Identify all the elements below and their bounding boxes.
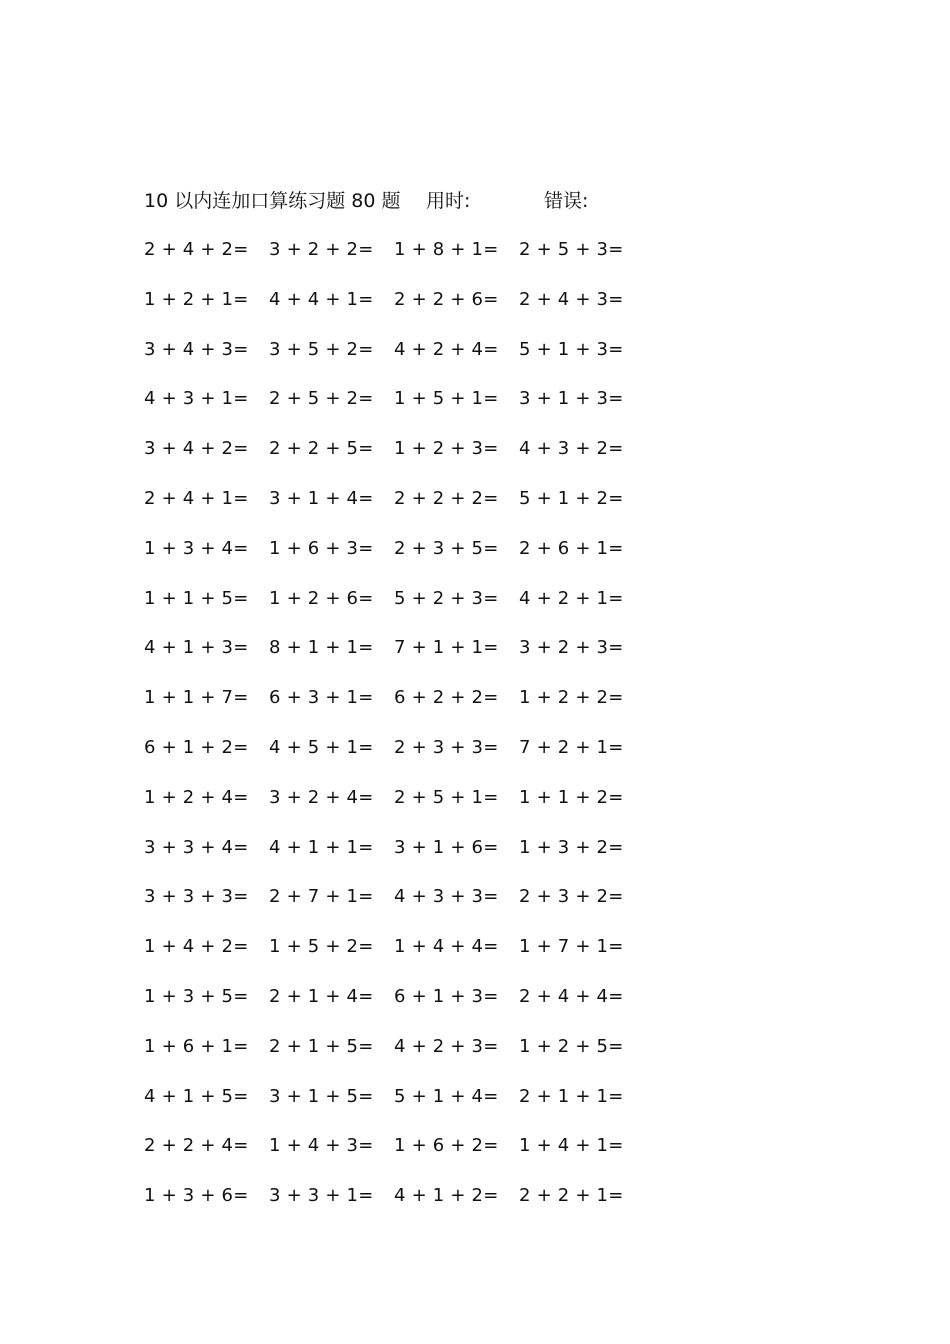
math-problem: 4 + 1 + 2= [394,1185,499,1207]
math-problem: 2 + 5 + 2= [269,388,374,410]
math-problem: 2 + 3 + 2= [519,886,624,908]
math-problem: 1 + 5 + 2= [269,936,374,958]
math-problem: 2 + 2 + 2= [394,487,499,509]
math-problem: 3 + 1 + 3= [519,388,624,410]
math-problem: 5 + 1 + 3= [519,338,624,360]
math-problem: 5 + 2 + 3= [394,587,499,609]
problem-row [144,1083,644,1133]
problem-row [144,784,644,834]
math-problem: 2 + 6 + 1= [519,537,624,559]
worksheet-title: 10 以内连加口算练习题 80 题 [144,190,401,212]
math-problem: 6 + 2 + 2= [394,687,499,709]
time-used-label: 用时: [426,190,471,212]
math-problem: 1 + 1 + 5= [144,587,249,609]
math-problem: 2 + 7 + 1= [269,886,374,908]
math-problem: 4 + 2 + 3= [394,1035,499,1057]
problem-row [144,983,644,1033]
math-problem: 1 + 3 + 5= [144,985,249,1007]
problem-row [144,385,644,435]
problem-row [144,734,644,784]
math-problem: 4 + 2 + 4= [394,338,499,360]
math-problem: 1 + 3 + 2= [519,836,624,858]
problem-row [144,336,644,386]
math-problem: 5 + 1 + 2= [519,487,624,509]
problem-row [144,684,644,734]
math-problem: 4 + 1 + 1= [269,836,374,858]
math-problem: 2 + 1 + 1= [519,1085,624,1107]
math-problem: 2 + 1 + 5= [269,1035,374,1057]
math-problem: 3 + 5 + 2= [269,338,374,360]
math-problem: 3 + 3 + 1= [269,1185,374,1207]
math-problem: 2 + 5 + 1= [394,786,499,808]
math-problem: 2 + 4 + 4= [519,985,624,1007]
problem-row [144,834,644,884]
math-problem: 1 + 6 + 1= [144,1035,249,1057]
problem-row [144,435,644,485]
math-problem: 2 + 5 + 3= [519,239,624,260]
math-problem: 1 + 3 + 6= [144,1185,249,1207]
math-problem: 2 + 4 + 2= [144,239,249,260]
math-problem: 2 + 2 + 5= [269,438,374,460]
math-problem: 6 + 1 + 2= [144,736,249,758]
math-problem: 2 + 3 + 3= [394,736,499,758]
math-problem: 2 + 2 + 1= [519,1185,624,1207]
math-problem: 4 + 3 + 1= [144,388,249,410]
math-problem: 1 + 3 + 4= [144,537,249,559]
math-problem: 4 + 4 + 1= [269,288,374,310]
math-problem: 2 + 2 + 4= [144,1135,249,1157]
problem-grid [144,236,644,1232]
math-problem: 7 + 2 + 1= [519,736,624,758]
math-problem: 1 + 1 + 7= [144,687,249,709]
math-problem: 3 + 1 + 4= [269,487,374,509]
math-problem: 3 + 4 + 2= [144,438,249,460]
problem-row [144,286,644,336]
math-problem: 1 + 5 + 1= [394,388,499,410]
math-problem: 3 + 3 + 4= [144,836,249,858]
math-problem: 1 + 2 + 4= [144,786,249,808]
math-problem: 1 + 8 + 1= [394,239,499,260]
problem-row [144,1132,644,1182]
math-problem: 1 + 2 + 2= [519,687,624,709]
error-count-label: 错误: [544,190,589,212]
math-problem: 3 + 2 + 2= [269,239,374,260]
math-problem: 1 + 6 + 3= [269,537,374,559]
math-problem: 3 + 3 + 3= [144,886,249,908]
math-problem: 4 + 1 + 3= [144,637,249,659]
problem-row [144,634,644,684]
math-problem: 1 + 4 + 2= [144,936,249,958]
math-problem: 2 + 4 + 1= [144,487,249,509]
math-problem: 4 + 5 + 1= [269,736,374,758]
problem-row [144,933,644,983]
math-problem: 8 + 1 + 1= [269,637,374,659]
math-problem: 1 + 1 + 2= [519,786,624,808]
math-problem: 2 + 4 + 3= [519,288,624,310]
math-problem: 2 + 2 + 6= [394,288,499,310]
problem-row [144,236,644,286]
math-problem: 3 + 2 + 3= [519,637,624,659]
problem-row [144,535,644,585]
math-problem: 1 + 2 + 5= [519,1035,624,1057]
math-problem: 1 + 2 + 6= [269,587,374,609]
problem-row [144,1033,644,1083]
math-problem: 1 + 2 + 3= [394,438,499,460]
math-problem: 6 + 3 + 1= [269,687,374,709]
math-problem: 3 + 4 + 3= [144,338,249,360]
problem-row [144,585,644,635]
math-problem: 4 + 3 + 3= [394,886,499,908]
math-problem: 1 + 6 + 2= [394,1135,499,1157]
math-problem: 4 + 2 + 1= [519,587,624,609]
math-problem: 1 + 4 + 3= [269,1135,374,1157]
problem-row [144,485,644,535]
math-problem: 1 + 2 + 1= [144,288,249,310]
problem-row [144,883,644,933]
math-problem: 1 + 4 + 1= [519,1135,624,1157]
math-problem: 2 + 1 + 4= [269,985,374,1007]
math-problem: 2 + 3 + 5= [394,537,499,559]
math-problem: 6 + 1 + 3= [394,985,499,1007]
math-problem: 1 + 4 + 4= [394,936,499,958]
math-problem: 7 + 1 + 1= [394,637,499,659]
math-problem: 3 + 1 + 6= [394,836,499,858]
math-problem: 4 + 1 + 5= [144,1085,249,1107]
math-problem: 3 + 2 + 4= [269,786,374,808]
math-problem: 5 + 1 + 4= [394,1085,499,1107]
problem-row [144,1182,644,1232]
math-problem: 3 + 1 + 5= [269,1085,374,1107]
math-problem: 4 + 3 + 2= [519,438,624,460]
math-problem: 1 + 7 + 1= [519,936,624,958]
